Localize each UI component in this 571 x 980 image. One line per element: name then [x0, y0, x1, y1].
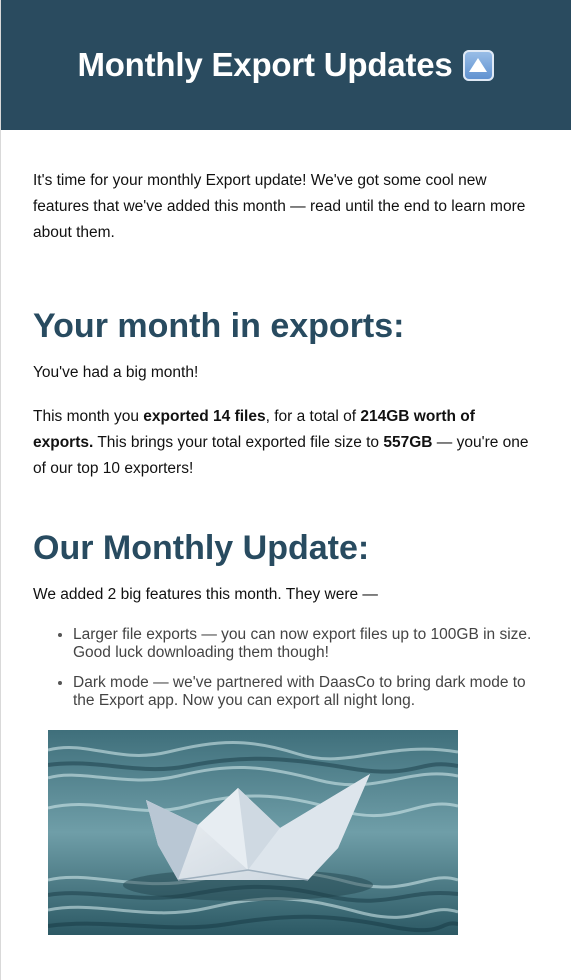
- left-border: [0, 0, 1, 980]
- page-title-text: Monthly Export Updates: [77, 46, 453, 83]
- big-month-text: You've had a big month!: [33, 364, 199, 381]
- up-arrow-button-icon: [463, 50, 494, 81]
- total-size-highlight: 557GB: [383, 434, 433, 451]
- header-banner: [0, 0, 571, 130]
- stats-text-4: — you're one of our top 10 exporters!: [33, 434, 529, 477]
- section-heading-update: Our Monthly Update:: [33, 529, 370, 567]
- feature-item-dark-mode: • Dark mode — we've partnered with DaasCo to bring dark mode to the Export app. Now you can export all night long.: [73, 674, 538, 710]
- page-title: [77, 46, 493, 84]
- feature-item-large-exports: • Larger file exports — you can now export files up to 100GB in size. Good luck downloading them though!: [73, 626, 538, 662]
- stats-text-2: , for a total of: [265, 408, 361, 425]
- stats-text-1: This month you: [33, 408, 144, 425]
- intro-paragraph: It's time for your monthly Export update! We've got some cool new features that we've added this month — read until the end to learn more about them.: [33, 172, 526, 241]
- email-body: [0, 168, 571, 710]
- section-heading-month: Your month in exports:: [33, 307, 405, 345]
- paper-boat-on-water-image: [48, 730, 458, 935]
- stats-text-3: This brings your total exported file size to: [93, 434, 384, 451]
- files-exported-highlight: exported 14 files: [143, 408, 266, 425]
- feature-list: [33, 626, 538, 710]
- month-stats-paragraph: [33, 404, 538, 482]
- total-exported-highlight: 214GB worth of exports.: [33, 408, 475, 451]
- update-intro-text: We added 2 big features this month. They were —: [33, 586, 378, 603]
